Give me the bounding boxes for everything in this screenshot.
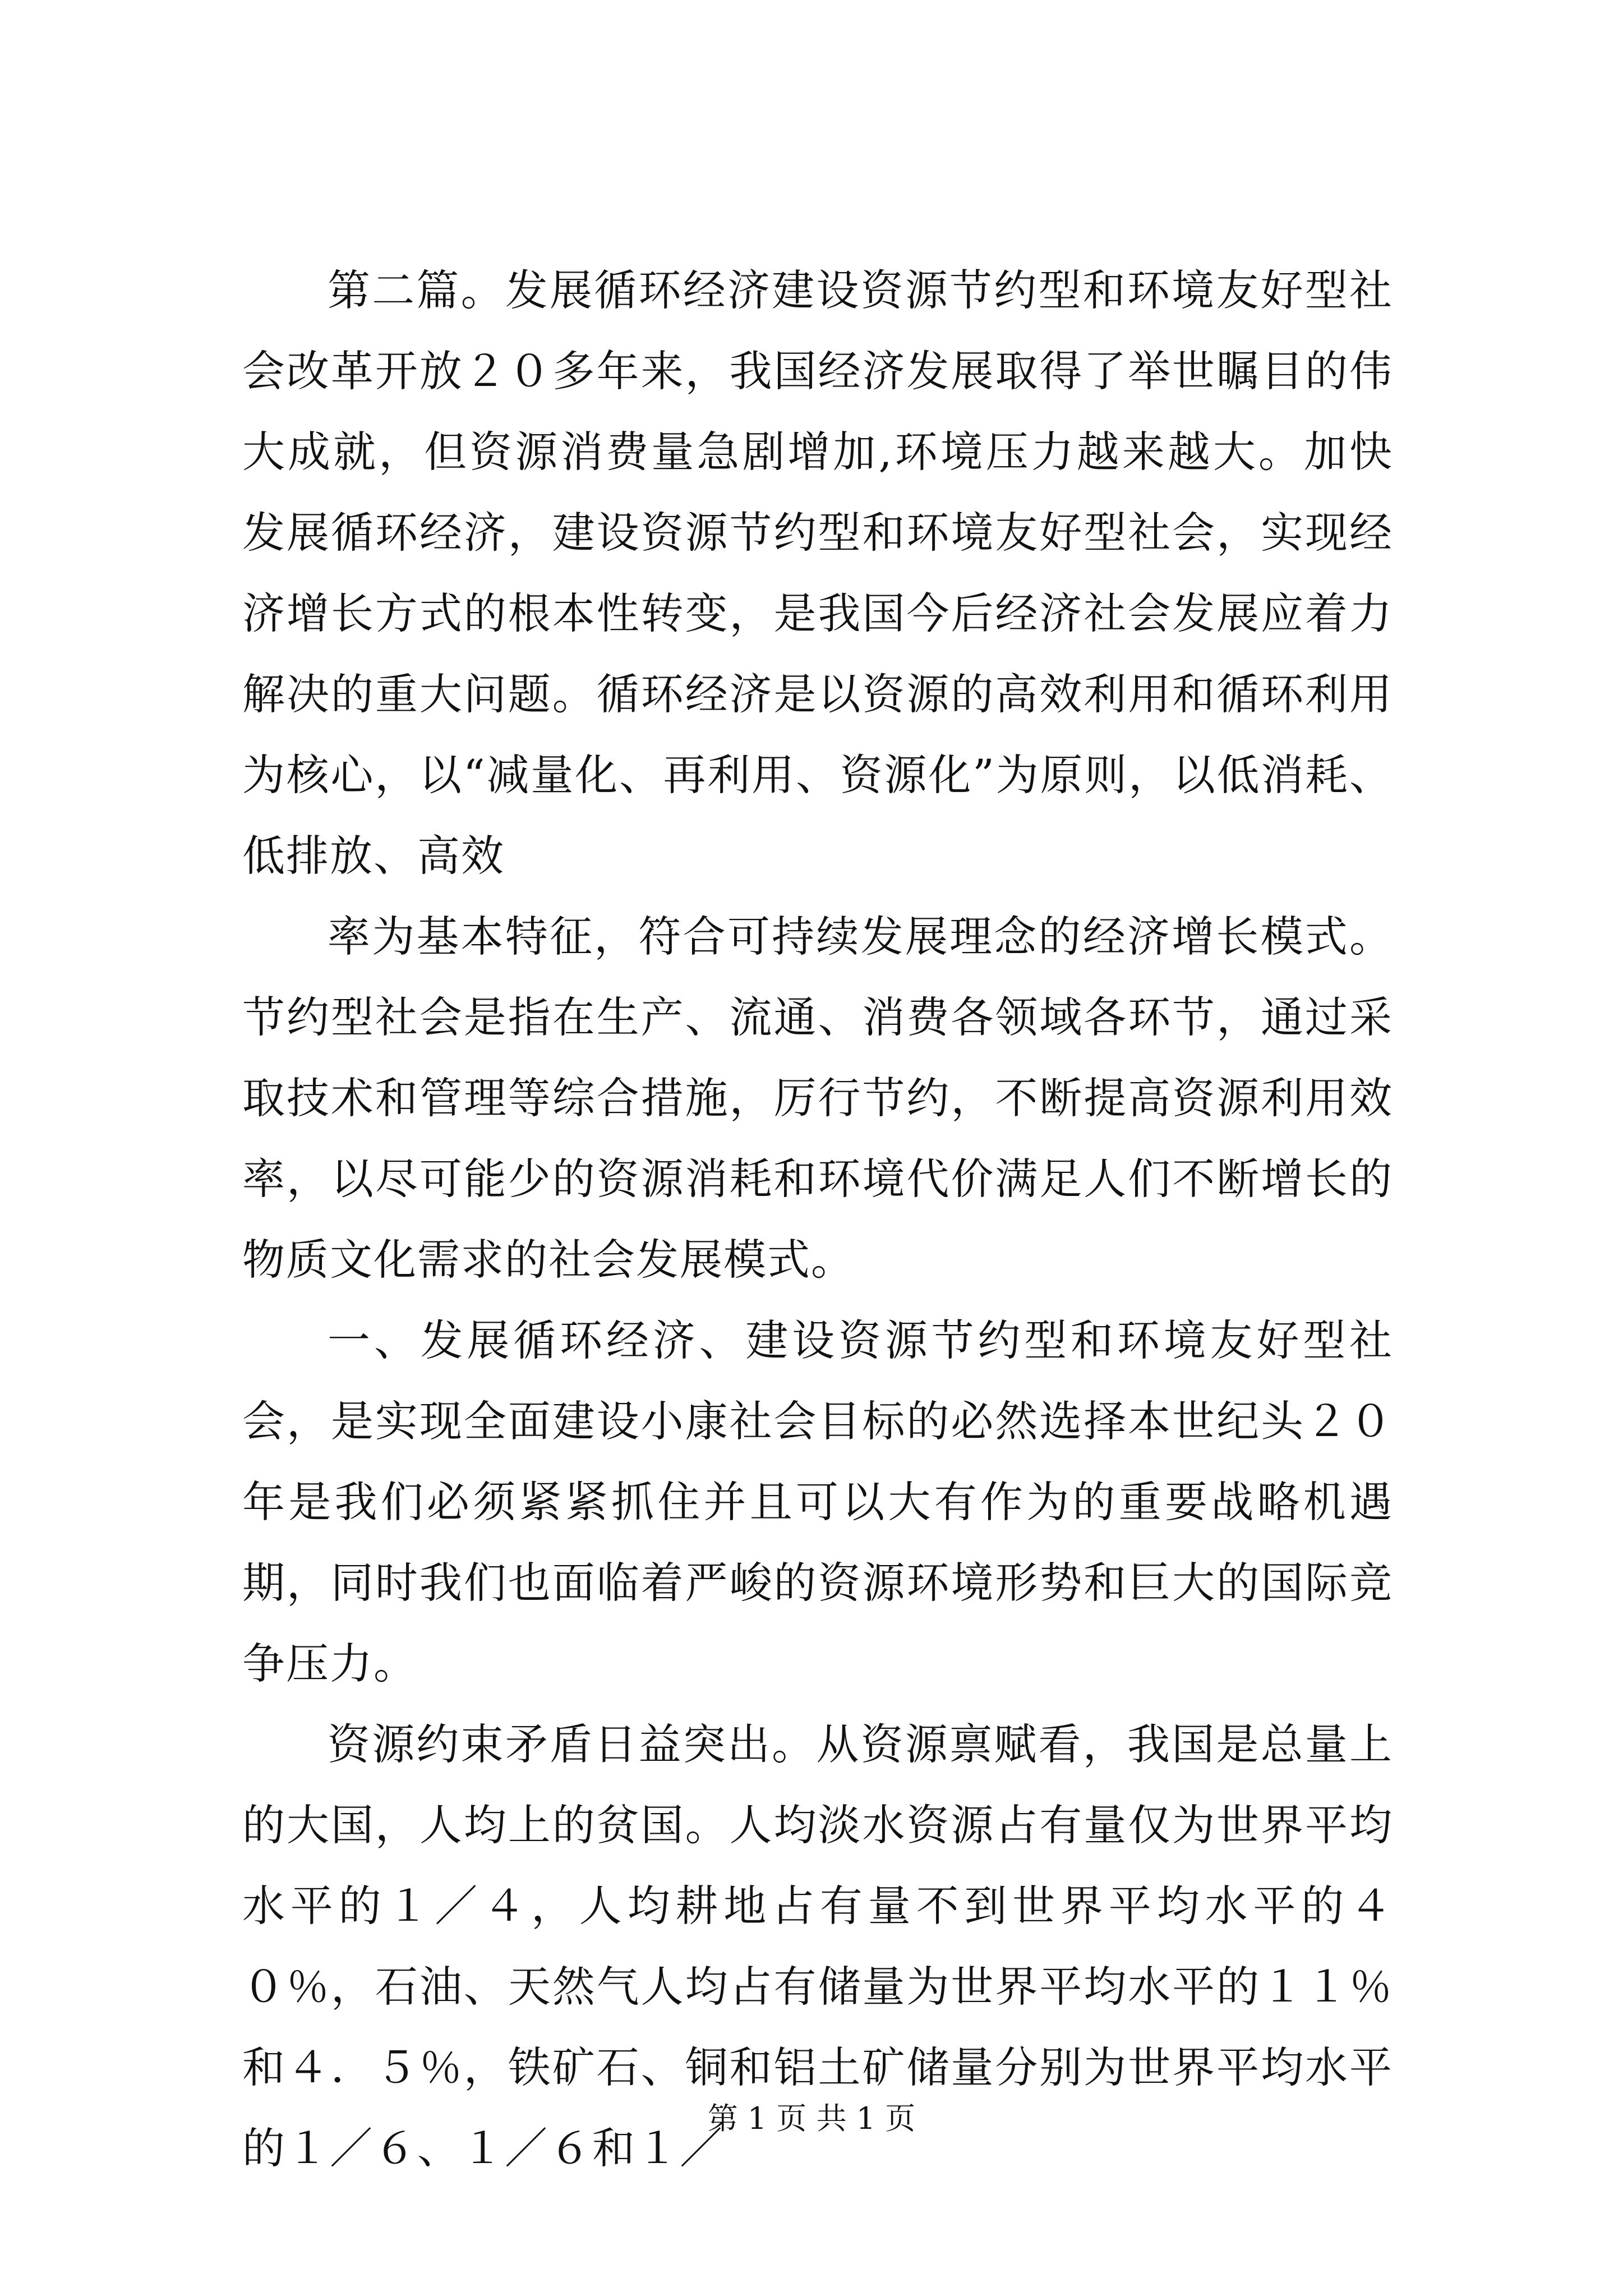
paragraph-2: 率为基本特征，符合可持续发展理念的经济增长模式。节约型社会是指在生产、流通、消费各领域各环节，通过采取技术和管理等综合措施，厉行节约，不断提高资源利用效率，以尽可能少的资源消耗和环境代价满足人们不断增长的物质文化需求的社会发展模式。 [242,912,1393,1285]
paragraph-1: 第二篇。发展循环经济建设资源节约型和环境友好型社会改革开放２０多年来，我国经济发展取得了举世瞩目的伟大成就，但资源消费量急剧增加,环境压力越来越大。加快发展循环经济，建设资源节约型和环境友好型社会，实现经济增长方式的根本性转变，是我国今后经济社会发展应着力解决的重大问题。循环经济是以资源的高效利用和循环利用为核心，以“减量化、再利用、资源化”为原则，以低消耗、低排放、高效 [242,265,1393,881]
paragraph-4: 资源约束矛盾日益突出。从资源禀赋看，我国是总量上的大国，人均上的贫国。人均淡水资源占有量仅为世界平均水平的１／４，人均耕地占有量不到世界平均水平的４０％，石油、天然气人均占有储量为世界平均水平的１１％和４．５％，铁矿石、铜和铝土矿储量分别为世界平均水平的１／６、１／６和１／ [242,1719,1393,2173]
paragraph-3: 一、发展循环经济、建设资源节约型和环境友好型社会，是实现全面建设小康社会目标的必然选择本世纪头２０年是我们必须紧紧抓住并且可以大有作为的重要战略机遇期，同时我们也面临着严峻的资源环境形势和巨大的国际竞争压力。 [242,1315,1393,1688]
page-footer: 第 1 页 共 1 页 [707,2101,916,2136]
document-body [242,250,1393,2189]
